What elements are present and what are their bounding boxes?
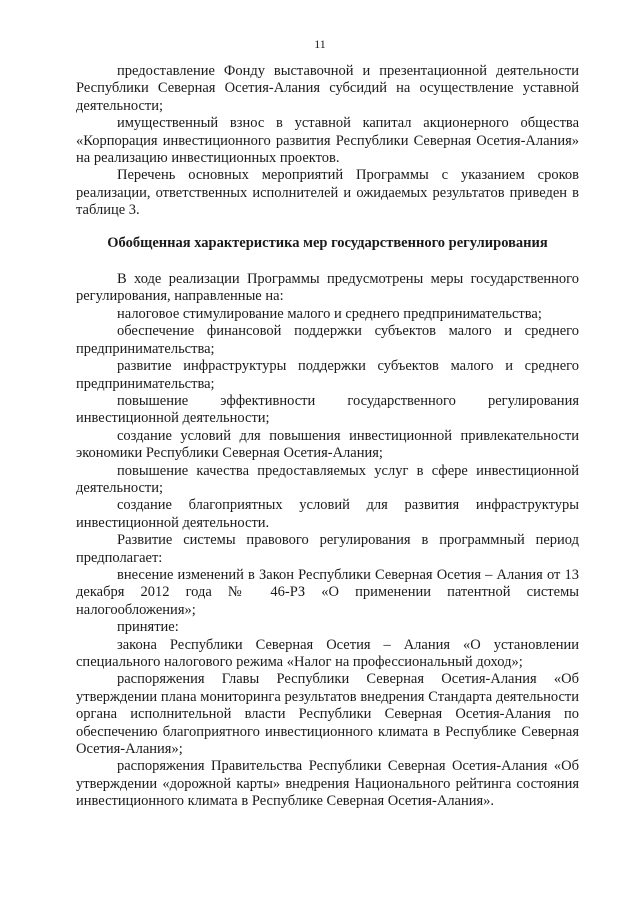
paragraph: предоставление Фонду выставочной и презентационной деятельности Республики Северная Осетия-Алания субсидий на осуществление уставной деятельности; xyxy=(76,63,579,114)
page-number: 11 xyxy=(314,37,326,51)
list-item: распоряжения Правительства Республики Северная Осетия-Алания «Об утверждении «дорожной карты» внедрения Национального рейтинга состояния инвестиционного климата в Республике Северная Осетия-Алания». xyxy=(76,758,579,810)
list-item: налоговое стимулирование малого и среднего предпринимательства; xyxy=(117,305,542,322)
list-item: распоряжения Главы Республики Северная Осетия-Алания «Об утверждении плана мониторинга результатов внедрения Стандарта деятельности органа исполнительной власти Республики Северная Осетия-Алания по обеспечению благоприятного инвестиционного климата в Республике Северная Осетия-Алания»; xyxy=(76,671,579,758)
paragraph: В ходе реализации Программы предусмотрены меры государственного регулирования, направленные на: xyxy=(76,271,579,305)
paragraph: Перечень основных мероприятий Программы с указанием сроков реализации, ответственных исполнителей и ожидаемых результатов приведен в таблице 3. xyxy=(76,167,579,219)
paragraph: Развитие системы правового регулирования в программный период предполагает: xyxy=(76,532,579,566)
list-item: повышение качества предоставляемых услуг в сфере инвестиционной деятельности; xyxy=(76,462,579,496)
paragraph: имущественный взнос в уставной капитал акционерного общества «Корпорация инвестиционного развития Республики Северная Осетия-Алания» на реализацию инвестиционных проектов. xyxy=(76,115,579,167)
list-item: создание условий для повышения инвестиционной привлекательности экономики Республики Северная Осетия-Алания; xyxy=(76,427,579,462)
list-item: развитие инфраструктуры поддержки субъектов малого и среднего предпринимательства; xyxy=(76,358,579,392)
list-item: обеспечение финансовой поддержки субъектов малого и среднего предпринимательства; xyxy=(76,323,579,357)
list-item: внесение изменений в Закон Республики Северная Осетия – Алания от 13 декабря 2012 года № 46-РЗ «О применении патентной системы налогообложения»; xyxy=(76,566,579,618)
document-body xyxy=(76,63,579,811)
section-heading: Обобщенная характеристика мер государственного регулирования xyxy=(107,234,548,251)
list-item: создание благоприятных условий для развития инфраструктуры инвестиционной деятельности. xyxy=(76,497,579,531)
list-item: повышение эффективности государственного регулирования инвестиционной деятельности; xyxy=(76,392,579,427)
list-item: закона Республики Северная Осетия – Алания «О установлении специального налогового режима «Налог на профессиональный доход»; xyxy=(76,636,579,670)
list-item: принятие: xyxy=(117,619,179,636)
